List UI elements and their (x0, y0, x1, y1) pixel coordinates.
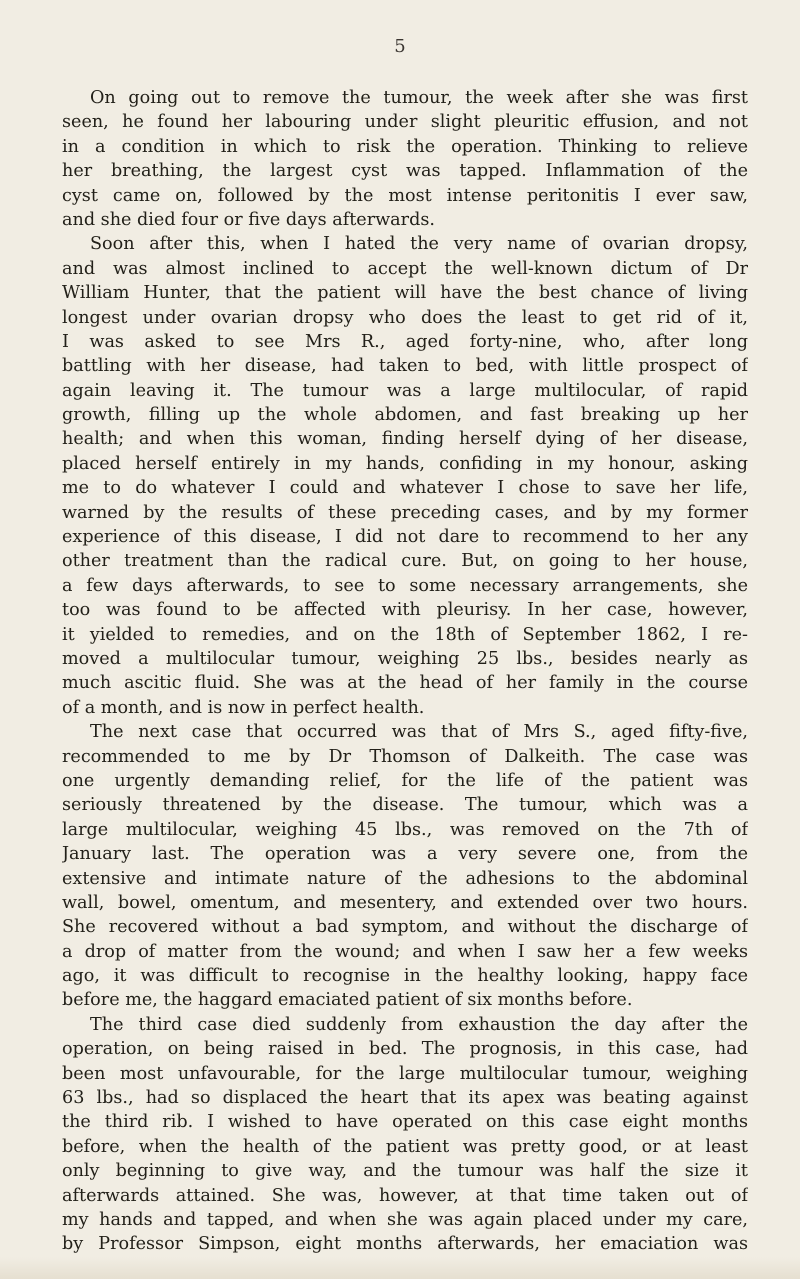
text-line: ago, it was difficult to recognise in the healthy looking, happy face (62, 966, 748, 987)
body-text (62, 86, 748, 1257)
text-line: William Hunter, that the patient will have the best chance of living (62, 283, 748, 304)
text-line: Soon after this, when I hated the very name of ovarian dropsy, (90, 234, 748, 255)
text-line: She recovered without a bad symptom, and without the discharge of (62, 917, 748, 938)
text-line: afterwards attained. She was, however, at that time taken out of (62, 1185, 748, 1206)
text-line: placed herself entirely in my hands, confiding in my honour, asking (62, 453, 748, 474)
text-line: too was found to be affected with pleurisy. In her case, however, (62, 600, 748, 621)
text-line: large multilocular, weighing 45 lbs., was removed on the 7th of (62, 819, 748, 840)
text-line: operation, on being raised in bed. The prognosis, in this case, had (62, 1039, 748, 1060)
text-line: recommended to me by Dr Thomson of Dalkeith. The case was (62, 746, 748, 767)
text-line: I was asked to see Mrs R., aged forty-nine, who, after long (62, 331, 748, 352)
text-line: my hands and tapped, and when she was again placed under my care, (62, 1209, 748, 1230)
text-line: of a month, and is now in perfect health. (62, 697, 425, 718)
text-line: moved a multilocular tumour, weighing 25 lbs., besides nearly as (62, 648, 748, 669)
text-line: longest under ovarian dropsy who does the least to get rid of it, (62, 307, 748, 328)
page-edge-shadow (0, 1257, 800, 1279)
text-line: health; and when this woman, finding herself dying of her disease, (62, 429, 748, 450)
text-line: before, when the health of the patient was pretty good, or at least (62, 1136, 748, 1157)
page-number: 5 (394, 36, 406, 57)
text-line: cyst came on, followed by the most intense peritonitis I ever saw, (62, 185, 748, 206)
text-line: in a condition in which to risk the operation. Thinking to relieve (62, 136, 748, 157)
text-line: only beginning to give way, and the tumour was half the size it (62, 1161, 748, 1182)
text-line: seriously threatened by the disease. The tumour, which was a (62, 795, 748, 816)
text-line: by Professor Simpson, eight months afterwards, her emaciation was (62, 1234, 748, 1255)
text-line: and was almost inclined to accept the well-known dictum of Dr (62, 258, 748, 279)
text-line: the third rib. I wished to have operated on this case eight months (62, 1112, 748, 1133)
text-line: a drop of matter from the wound; and when I saw her a few weeks (62, 941, 748, 962)
text-line: battling with her disease, had taken to bed, with little prospect of (62, 356, 748, 377)
text-line: before me, the haggard emaciated patient of six months before. (62, 990, 633, 1011)
text-line: extensive and intimate nature of the adhesions to the abdominal (62, 868, 748, 889)
text-line: seen, he found her labouring under slight pleuritic effusion, and not (62, 112, 748, 133)
text-line: and she died four or five days afterwards. (62, 209, 435, 230)
text-line: wall, bowel, omentum, and mesentery, and extended over two hours. (62, 892, 748, 913)
text-line: been most unfavourable, for the large multilocular tumour, weighing (62, 1063, 748, 1084)
text-line: me to do whatever I could and whatever I chose to save her life, (62, 478, 748, 499)
text-line: experience of this disease, I did not dare to recommend to her any (62, 527, 748, 548)
text-line: it yielded to remedies, and on the 18th of September 1862, I re- (62, 624, 748, 645)
text-line: The next case that occurred was that of Mrs S., aged fifty-five, (90, 722, 748, 743)
text-line: On going out to remove the tumour, the week after she was first (90, 88, 748, 108)
text-line: The third case died suddenly from exhaustion the day after the (90, 1014, 748, 1035)
text-line: one urgently demanding relief, for the life of the patient was (62, 770, 748, 791)
text-line: a few days afterwards, to see to some necessary arrangements, she (62, 575, 748, 596)
text-line: January last. The operation was a very severe one, from the (62, 844, 748, 865)
text-line: much ascitic fluid. She was at the head of her family in the course (62, 673, 748, 694)
text-line: her breathing, the largest cyst was tapped. Inflammation of the (62, 161, 748, 182)
text-line: again leaving it. The tumour was a large multilocular, of rapid (62, 380, 748, 401)
text-line: growth, filling up the whole abdomen, and fast breaking up her (62, 405, 748, 426)
text-line: other treatment than the radical cure. But, on going to her house, (62, 551, 748, 572)
text-line: warned by the results of these preceding cases, and by my former (62, 502, 748, 523)
text-line: 63 lbs., had so displaced the heart that its apex was beating against (62, 1088, 748, 1109)
